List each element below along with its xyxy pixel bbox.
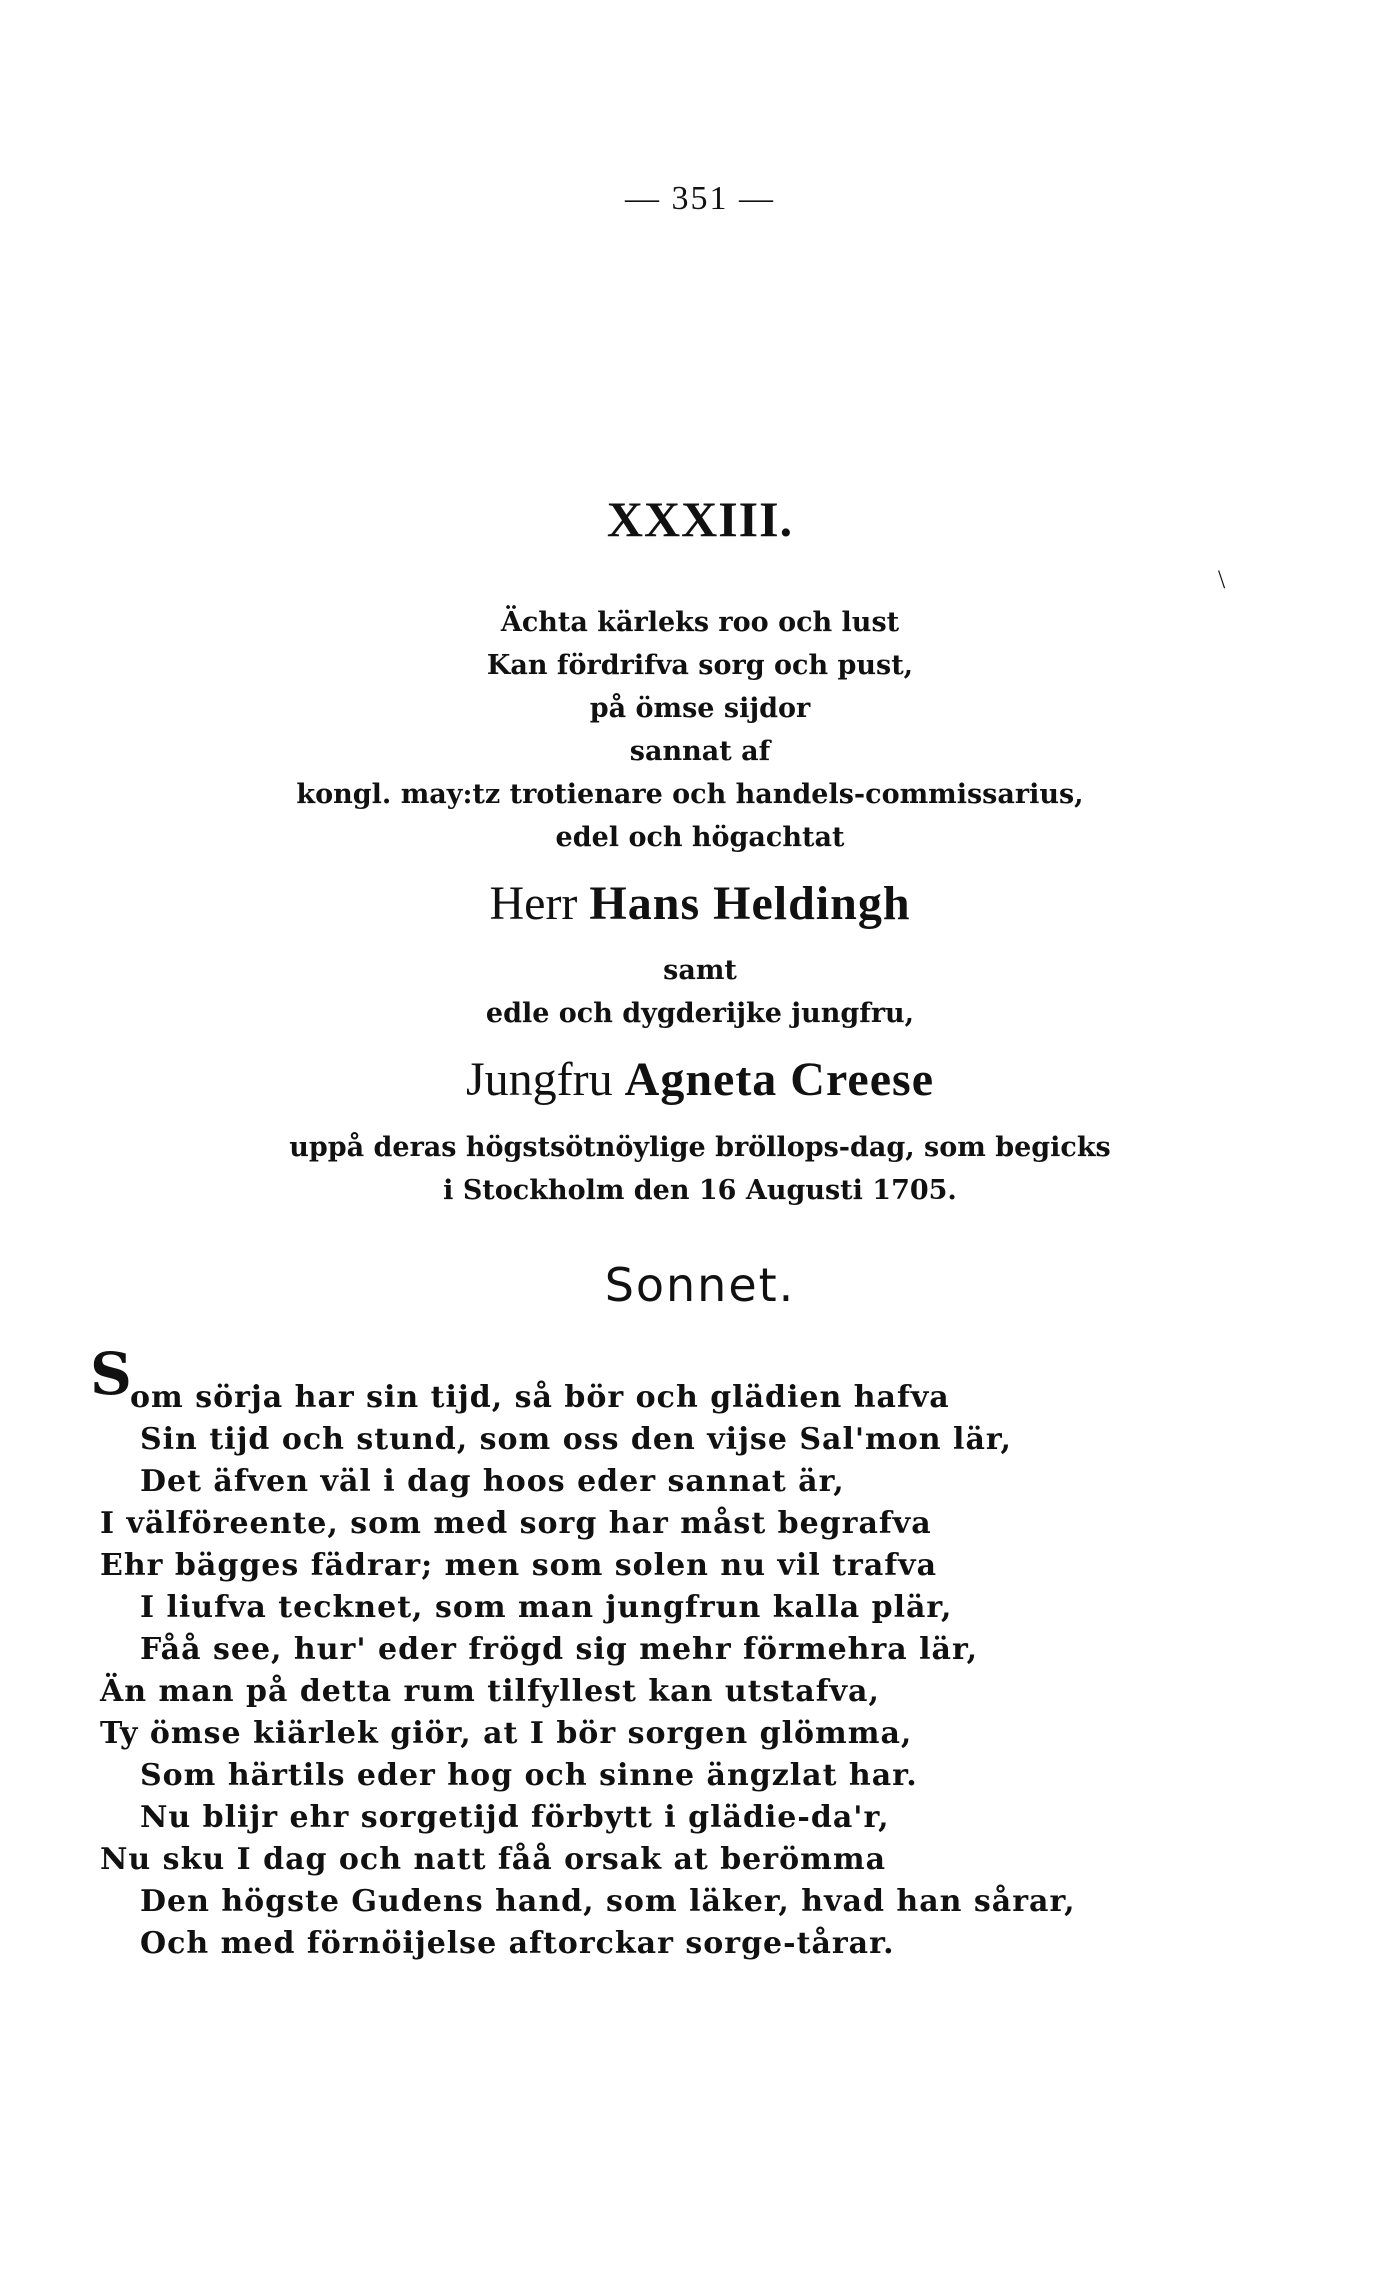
page-number: — 351 — xyxy=(625,180,775,217)
sonnet-line-2: Sin tijd och stund, som oss den vijse Sal'mon lär, xyxy=(140,1422,1012,1457)
sonnet-line-3: Det äfven väl i dag hoos eder sannat är, xyxy=(140,1464,845,1499)
sonnet-line-5: Ehr bägges fädrar; men som solen nu vil trafva xyxy=(100,1548,938,1583)
dedication-line-2: Kan fördrifva sorg och pust, xyxy=(486,650,914,681)
groom-name xyxy=(0,876,1400,931)
dedication-samt: samt xyxy=(663,955,737,986)
groom-prefix: Herr xyxy=(489,877,578,930)
sonnet-dropcap: S xyxy=(90,1340,133,1408)
dedication-line-5: kongl. may:tz trotienare och handels-commissarius, xyxy=(296,779,1084,810)
dedication-occasion-line-2: i Stockholm den 16 Augusti 1705. xyxy=(443,1175,957,1206)
dedication-occasion-line-1: uppå deras högstsötnöylige bröllops-dag, som begicks xyxy=(289,1132,1111,1163)
sonnet-line-7: Fåå see, hur' eder frögd sig mehr förmehra lär, xyxy=(140,1632,979,1667)
sonnet-line-14: Och med förnöijelse aftorckar sorge-tårar. xyxy=(140,1926,895,1961)
sonnet-line-6: I liufva tecknet, som man jungfrun kalla plär, xyxy=(140,1590,953,1625)
sonnet-line-1 xyxy=(90,1340,950,1415)
dedication-line-3: på ömse sijdor xyxy=(589,693,811,724)
groom-fullname: Hans Heldingh xyxy=(589,877,911,930)
sonnet-line-9: Ty ömse kiärlek giör, at I bör sorgen glömma, xyxy=(100,1716,913,1751)
dedication-line-6: edel och högachtat xyxy=(555,822,845,853)
bride-prefix: Jungfru xyxy=(466,1053,613,1106)
dedication-line-1: Ächta kärleks roo och lust xyxy=(500,607,900,638)
sonnet-line-1-text: om sörja har sin tijd, så bör och glädien hafva xyxy=(130,1380,950,1415)
sonnet-title: Sonnet. xyxy=(604,1258,796,1312)
sonnet-line-8: Än man på detta rum tilfyllest kan utstafva, xyxy=(100,1674,880,1709)
dedication-jungfru-line: edle och dygderijke jungfru, xyxy=(485,998,915,1029)
sonnet-line-13: Den högste Gudens hand, som läker, hvad han sårar, xyxy=(140,1884,1076,1919)
stray-mark: \ xyxy=(1218,565,1226,594)
sonnet-line-12: Nu sku I dag och natt fåå orsak at berömma xyxy=(100,1842,887,1877)
sonnet-line-10: Som härtils eder hog och sinne ängzlat har. xyxy=(140,1758,918,1793)
bride-name xyxy=(0,1052,1400,1107)
dedication-line-4: sannat af xyxy=(629,736,771,767)
chapter-numeral: XXXIII. xyxy=(606,491,794,547)
sonnet-line-4: I välföreente, som med sorg har måst begrafva xyxy=(100,1506,932,1541)
bride-fullname: Agneta Creese xyxy=(624,1053,934,1106)
sonnet-line-11: Nu blijr ehr sorgetijd förbytt i glädie-da'r, xyxy=(140,1800,890,1835)
